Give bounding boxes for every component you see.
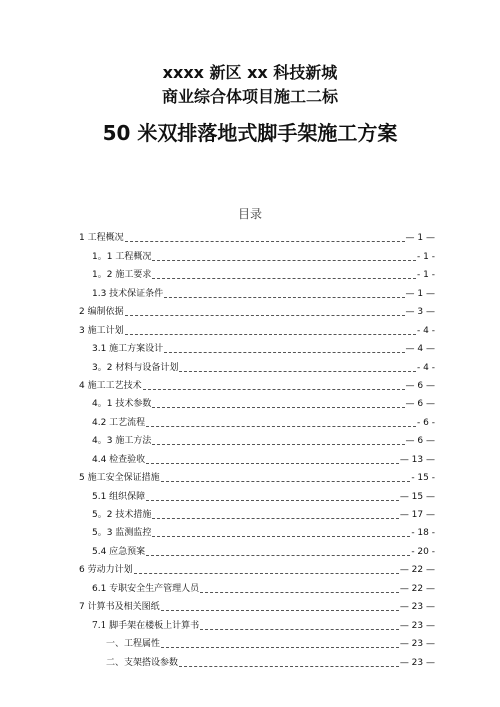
toc-entry[interactable] [79, 539, 435, 557]
toc-entry-label: 1。2 施工要求 [92, 270, 152, 281]
toc-entry-label: 3。2 材料与设备计划 [92, 362, 179, 373]
toc-entry-label: 1.3 技术保证条件 [92, 288, 164, 299]
toc-leader-dots [125, 314, 405, 316]
toc-leader-dots [200, 628, 399, 630]
toc-leader-dots [164, 351, 404, 353]
toc-entry-page: - 4 - [417, 362, 435, 373]
toc-leader-dots [143, 388, 405, 390]
title-line-1: xxxx 新区 xx 科技新城 [162, 63, 338, 82]
toc-entry-page: - 20 - [411, 546, 435, 557]
toc-leader-dots [179, 665, 399, 667]
toc-entry-page: — 6 — [405, 399, 435, 410]
toc-leader-dots [125, 333, 416, 335]
toc-entry[interactable] [79, 521, 435, 539]
document-title: 50 米双排落地式脚手架施工方案 [102, 121, 398, 145]
toc-entry-page: - 6 - [417, 417, 435, 428]
toc-entry[interactable] [79, 447, 435, 465]
toc-entry-label: 5.4 应急预案 [92, 546, 146, 557]
toc-entry[interactable] [79, 392, 435, 410]
toc-entry-page: — 15 — [399, 491, 435, 502]
toc-entry-label: 4.2 工艺流程 [92, 417, 146, 428]
toc-entry-page: — 6 — [405, 380, 435, 391]
toc-entry-page: — 6 — [405, 436, 435, 447]
toc-entry-page: — 1 — [405, 288, 435, 299]
toc-entry-page: - 15 - [411, 473, 435, 484]
toc-entry-label: 5。2 技术措施 [92, 510, 152, 520]
toc-entry-label: 5。3 监测监控 [92, 528, 152, 539]
toc-entry[interactable] [79, 318, 435, 336]
toc-entry-label: 7 计算书及相关图纸 [79, 602, 160, 613]
toc-entry-label: 二、支架搭设参数 [106, 657, 179, 668]
toc-entry-label: 1 工程概况 [79, 233, 124, 244]
toc-entry[interactable] [79, 466, 435, 484]
toc-leader-dots [179, 370, 416, 372]
toc-entry[interactable] [79, 410, 435, 428]
toc-entry[interactable] [79, 484, 435, 502]
toc-leader-dots [161, 609, 399, 611]
toc-entry-page: - 4 - [417, 325, 435, 336]
toc-entry-page: — 23 — [399, 602, 435, 613]
title-block [0, 62, 500, 146]
toc-entry-page: — 23 — [399, 657, 435, 668]
toc-entry-label: 6.1 专职安全生产管理人员 [92, 583, 200, 594]
toc-leader-dots [152, 517, 398, 519]
toc-entry-label: 5.1 组织保障 [92, 491, 146, 502]
toc-entry-label: 4。3 施工方法 [92, 436, 152, 447]
toc-entry[interactable] [79, 613, 435, 631]
toc-entry[interactable] [79, 263, 435, 281]
toc-entry-label: 6 劳动力计划 [79, 565, 133, 576]
toc-entry-label: 4.4 检查验收 [92, 454, 146, 465]
toc-leader-dots [152, 443, 404, 445]
toc-entry[interactable] [79, 429, 435, 447]
toc-entry-page: — 3 — [405, 307, 435, 318]
toc-leader-dots [152, 259, 416, 261]
toc-leader-dots [200, 591, 399, 593]
toc-entry-label: 3 施工计划 [79, 325, 124, 336]
title-line-2: 商业综合体项目施工二标 [161, 87, 338, 106]
toc-entry[interactable] [79, 595, 435, 613]
toc-entry-page: — 22 — [399, 583, 435, 594]
toc-leader-dots [146, 499, 399, 501]
toc-entry-label: 4 施工工艺技术 [79, 380, 142, 391]
toc-leader-dots [152, 277, 416, 279]
toc-entry-label: 2 编制依据 [79, 307, 124, 318]
toc-entry-page: — 23 — [399, 620, 435, 631]
toc-entry-page: - 1 - [417, 270, 435, 281]
toc-entry[interactable] [79, 374, 435, 392]
toc-leader-dots [161, 480, 411, 482]
toc-leader-dots [161, 646, 399, 648]
toc-entry[interactable] [79, 337, 435, 355]
toc-entry[interactable] [79, 632, 435, 650]
toc-entry-label: 7.1 脚手架在楼板上计算书 [92, 620, 200, 631]
toc-leader-dots [146, 425, 416, 427]
toc-entry-page: — 4 — [405, 344, 435, 355]
toc-entry-label: 一、工程属性 [106, 639, 161, 650]
toc-entry[interactable] [79, 300, 435, 318]
toc-leader-dots [152, 535, 410, 537]
toc-entry[interactable] [79, 226, 435, 244]
toc-entry-label: 4。1 技术参数 [92, 399, 152, 410]
toc-entry-page: - 1 - [417, 251, 435, 262]
toc-entry-page: — 1 — [405, 233, 435, 244]
toc-entry[interactable] [79, 281, 435, 299]
toc-entry[interactable] [79, 244, 435, 262]
toc-entry[interactable] [79, 650, 435, 668]
toc-entry-label: 3.1 施工方案设计 [92, 344, 164, 355]
toc-entry-page: — 23 — [399, 639, 435, 650]
toc-entry-label: 1。1 工程概况 [92, 251, 152, 262]
toc-entry-page: — 13 — [399, 454, 435, 465]
toc-entry[interactable] [79, 355, 435, 373]
toc-leader-dots [134, 572, 399, 574]
toc-leader-dots [146, 554, 410, 556]
toc-entry-page: — 17 — [399, 510, 435, 520]
toc-entry[interactable] [79, 576, 435, 594]
toc-leader-dots [125, 240, 405, 242]
toc-leader-dots [146, 462, 399, 464]
toc-leader-dots [164, 296, 404, 298]
table-of-contents [79, 226, 435, 669]
toc-entry-label: 5 施工安全保证措施 [79, 473, 160, 484]
toc-entry-page: — 22 — [399, 565, 435, 576]
toc-entry[interactable] [79, 558, 435, 576]
toc-leader-dots [152, 406, 404, 408]
toc-entry-page: - 18 - [411, 528, 435, 539]
toc-heading: 目录 [237, 207, 262, 221]
toc-entry[interactable] [79, 503, 435, 521]
